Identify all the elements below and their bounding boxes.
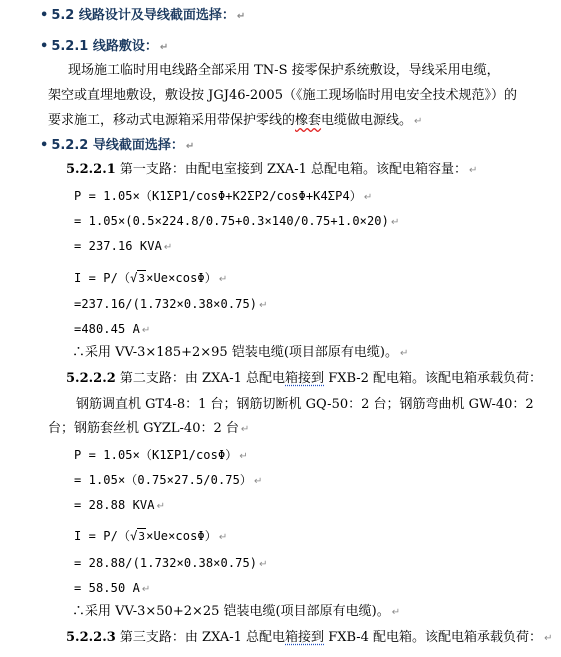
paragraph-mark-icon: ↵ — [159, 42, 169, 53]
text: I = P/（ — [74, 271, 131, 285]
number: 5.2.2.3 — [66, 630, 116, 645]
text: = 237.16 KVA — [74, 239, 162, 253]
text: 要求施工，移动式电源箱采用带保护零线的 — [48, 113, 296, 128]
grammar-marked-word: 箱接到 — [285, 630, 325, 645]
heading-5-2-2 — [40, 138, 194, 155]
text: ∴采用 VV-3×185+2×95 铠装电缆(项目部原有电缆)。 — [72, 345, 398, 360]
formula-line — [74, 270, 227, 288]
paragraph-mark-icon: ↵ — [391, 607, 401, 618]
paragraph-mark-icon: ↵ — [414, 116, 423, 127]
sqrt-value: 3 — [138, 272, 146, 285]
formula-line — [74, 447, 248, 465]
bullet-icon: • — [40, 8, 49, 23]
load-list-line — [76, 397, 534, 413]
formula-line — [74, 321, 150, 339]
text: = 1.05×（0.75×27.5/0.75） — [74, 473, 253, 487]
subsection-5-2-2-2-title — [66, 371, 542, 387]
heading-text: 5.2.2 导线截面选择： — [51, 138, 184, 153]
text: P = 1.05×（K1ΣP1/cosΦ） — [74, 448, 238, 462]
text: FXB-4 配电箱。该配电箱承载负荷： — [324, 630, 543, 645]
number: 5.2.2.2 — [66, 371, 116, 386]
paragraph-mark-icon: ↵ — [239, 451, 248, 462]
paragraph-mark-icon: ↵ — [218, 532, 228, 543]
formula-line — [74, 472, 263, 490]
formula-line — [74, 213, 399, 231]
subsection-5-2-2-3-title — [66, 630, 552, 647]
grammar-marked-word: 箱接到 — [285, 371, 325, 386]
paragraph-mark-icon: ↵ — [390, 217, 400, 228]
text: =480.45 A — [74, 322, 140, 336]
formula-line — [74, 528, 227, 546]
formula-line — [74, 238, 172, 256]
paragraph-mark-icon: ↵ — [218, 274, 228, 285]
formula-line — [74, 188, 372, 206]
formula-line — [74, 580, 150, 598]
paragraph-mark-icon: ↵ — [185, 141, 195, 152]
body-paragraph-line — [68, 63, 500, 79]
text: 第一支路：由配电室接到 ZXA-1 总配电箱。该配电箱容量： — [115, 162, 468, 177]
bullet-icon: • — [40, 39, 49, 54]
text: =237.16/(1.732×0.38×0.75) — [74, 297, 258, 311]
text: 现场施工临时用电线路全部采用 TN-S 接零保护系统敷设，导线采用电缆， — [68, 63, 500, 78]
heading-text: 5.2 线路设计及导线截面选择： — [51, 8, 235, 23]
misspelled-word: 橡套 — [295, 113, 322, 128]
text: = 58.50 A — [74, 581, 140, 595]
paragraph-mark-icon: ↵ — [363, 192, 373, 203]
text: 第三支路：由 ZXA-1 总配电 — [115, 630, 286, 645]
paragraph-mark-icon: ↵ — [141, 584, 151, 595]
text: 台；钢筋套丝机 GYZL-40：2 台 — [48, 421, 239, 436]
paragraph-mark-icon: ↵ — [240, 424, 250, 435]
text: = 28.88/(1.732×0.38×0.75) — [74, 556, 258, 570]
text: I = P/（ — [74, 529, 131, 543]
text: = 28.88 KVA — [74, 498, 155, 512]
heading-5-2 — [40, 8, 245, 25]
text: 钢筋调直机 GT4-8：1 台；钢筋切断机 GQ-50：2 台；钢筋弯曲机 GW-40：2 — [76, 397, 534, 412]
text: ×Ue×cosΦ） — [146, 271, 217, 285]
text: ∴采用 VV-3×50+2×25 铠装电缆(项目部原有电缆)。 — [72, 604, 390, 619]
paragraph-mark-icon: ↵ — [544, 633, 553, 644]
paragraph-mark-icon: ↵ — [156, 501, 166, 512]
paragraph-mark-icon: ↵ — [259, 300, 268, 311]
number: 5.2.2.1 — [66, 162, 116, 177]
paragraph-mark-icon: ↵ — [254, 476, 263, 487]
paragraph-mark-icon: ↵ — [469, 165, 478, 176]
heading-text: 5.2.1 线路敷设： — [51, 39, 158, 54]
heading-5-2-1 — [40, 39, 168, 56]
text: 电缆做电源线。 — [321, 113, 413, 128]
paragraph-mark-icon: ↵ — [399, 348, 409, 359]
conclusion-line — [72, 345, 408, 362]
bullet-icon: • — [40, 138, 49, 153]
sqrt-symbol: √3 — [130, 529, 146, 543]
body-paragraph-line — [48, 88, 517, 104]
formula-line — [74, 296, 268, 314]
text: 第二支路：由 ZXA-1 总配电 — [115, 371, 286, 386]
text: P = 1.05×（K1ΣP1/cosΦ+K2ΣP2/cosΦ+K4ΣP4） — [74, 189, 362, 203]
load-list-line — [48, 421, 249, 438]
body-paragraph-line — [48, 113, 422, 130]
paragraph-mark-icon: ↵ — [163, 242, 173, 253]
sqrt-symbol: √3 — [130, 271, 146, 285]
text: 架空或直埋地敷设，敷设按 JGJ46-2005（《施工现场临时用电安全技术规范》）的 — [48, 88, 517, 103]
paragraph-mark-icon: ↵ — [259, 559, 268, 570]
paragraph-mark-icon: ↵ — [141, 325, 151, 336]
text: ×Ue×cosΦ） — [146, 529, 217, 543]
formula-line — [74, 555, 268, 573]
conclusion-line — [72, 604, 400, 621]
text: FXB-2 配电箱。该配电箱承载负荷： — [324, 371, 543, 386]
formula-line — [74, 497, 165, 515]
paragraph-mark-icon: ↵ — [236, 11, 246, 22]
sqrt-value: 3 — [138, 530, 146, 543]
subsection-5-2-2-1-title — [66, 162, 477, 179]
text: = 1.05×(0.5×224.8/0.75+0.3×140/0.75+1.0×20) — [74, 214, 389, 228]
